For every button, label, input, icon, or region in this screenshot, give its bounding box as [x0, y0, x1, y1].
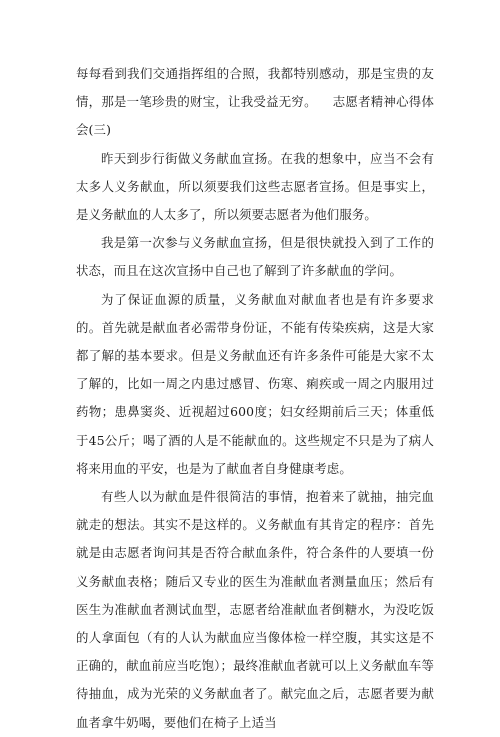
paragraph-2: 我是第一次参与义务献血宣扬，但是很快就投入到了工作的状态，而且在这次宣扬中自己也了解到了许多献血的学问。 [76, 235, 434, 279]
lead-text: 每每看到我们交通指挥组的合照，我都特别感动，那是宝贵的友情，那是一笔珍贵的财宝，让我受益无穷。 [76, 66, 434, 110]
section-heading: 志愿者精神心得体会(三) [76, 94, 434, 138]
paragraph-1: 昨天到步行街做义务献血宣扬。在我的想象中，应当不会有太多人义务献血，所以须要我们这些志愿者宣扬。但是事实上，是义务献血的人太多了，所以须要志愿者为他们服务。 [76, 150, 434, 223]
lead-paragraph [76, 60, 434, 145]
paragraph-3: 为了保证血源的质量，义务献血对献血者也是有许多要求的。首先就是献血者必需带身份证，不能有传染疾病，这是大家都了解的基本要求。但是义务献血还有许多条件可能是大家不太了解的，比如一周之内患过感冒、伤寒、痢疾或一周之内服用过药物；患鼻窦炎、近视超过600度；妇女经期前后三天；体重低于45公斤；喝了酒的人是不能献血的。这些规定不只是为了病人将来用血的平安，也是为了献血者自身健康考虑。 [76, 291, 434, 476]
paragraph-4: 有些人以为献血是件很简洁的事情，抱着来了就抽，抽完血就走的想法。其实不是这样的。义务献血有其肯定的程序：首先就是由志愿者询问其是否符合献血条件，符合条件的人要填一份义务献血表格；随后又专业的医生为准献血者测量血压；然后有医生为准献血者测试血型，志愿者给准献血者倒糖水，为没吃饭的人拿面包（有的人认为献血应当像体检一样空腹，其实这是不正确的，献血前应当吃饱）；最终准献血者就可以上义务献血车等待抽血，成为光荣的义务献血者了。献完血之后，志愿者要为献血者拿牛奶喝，要他们在椅子上适当 [76, 489, 434, 730]
document-body [76, 60, 434, 737]
